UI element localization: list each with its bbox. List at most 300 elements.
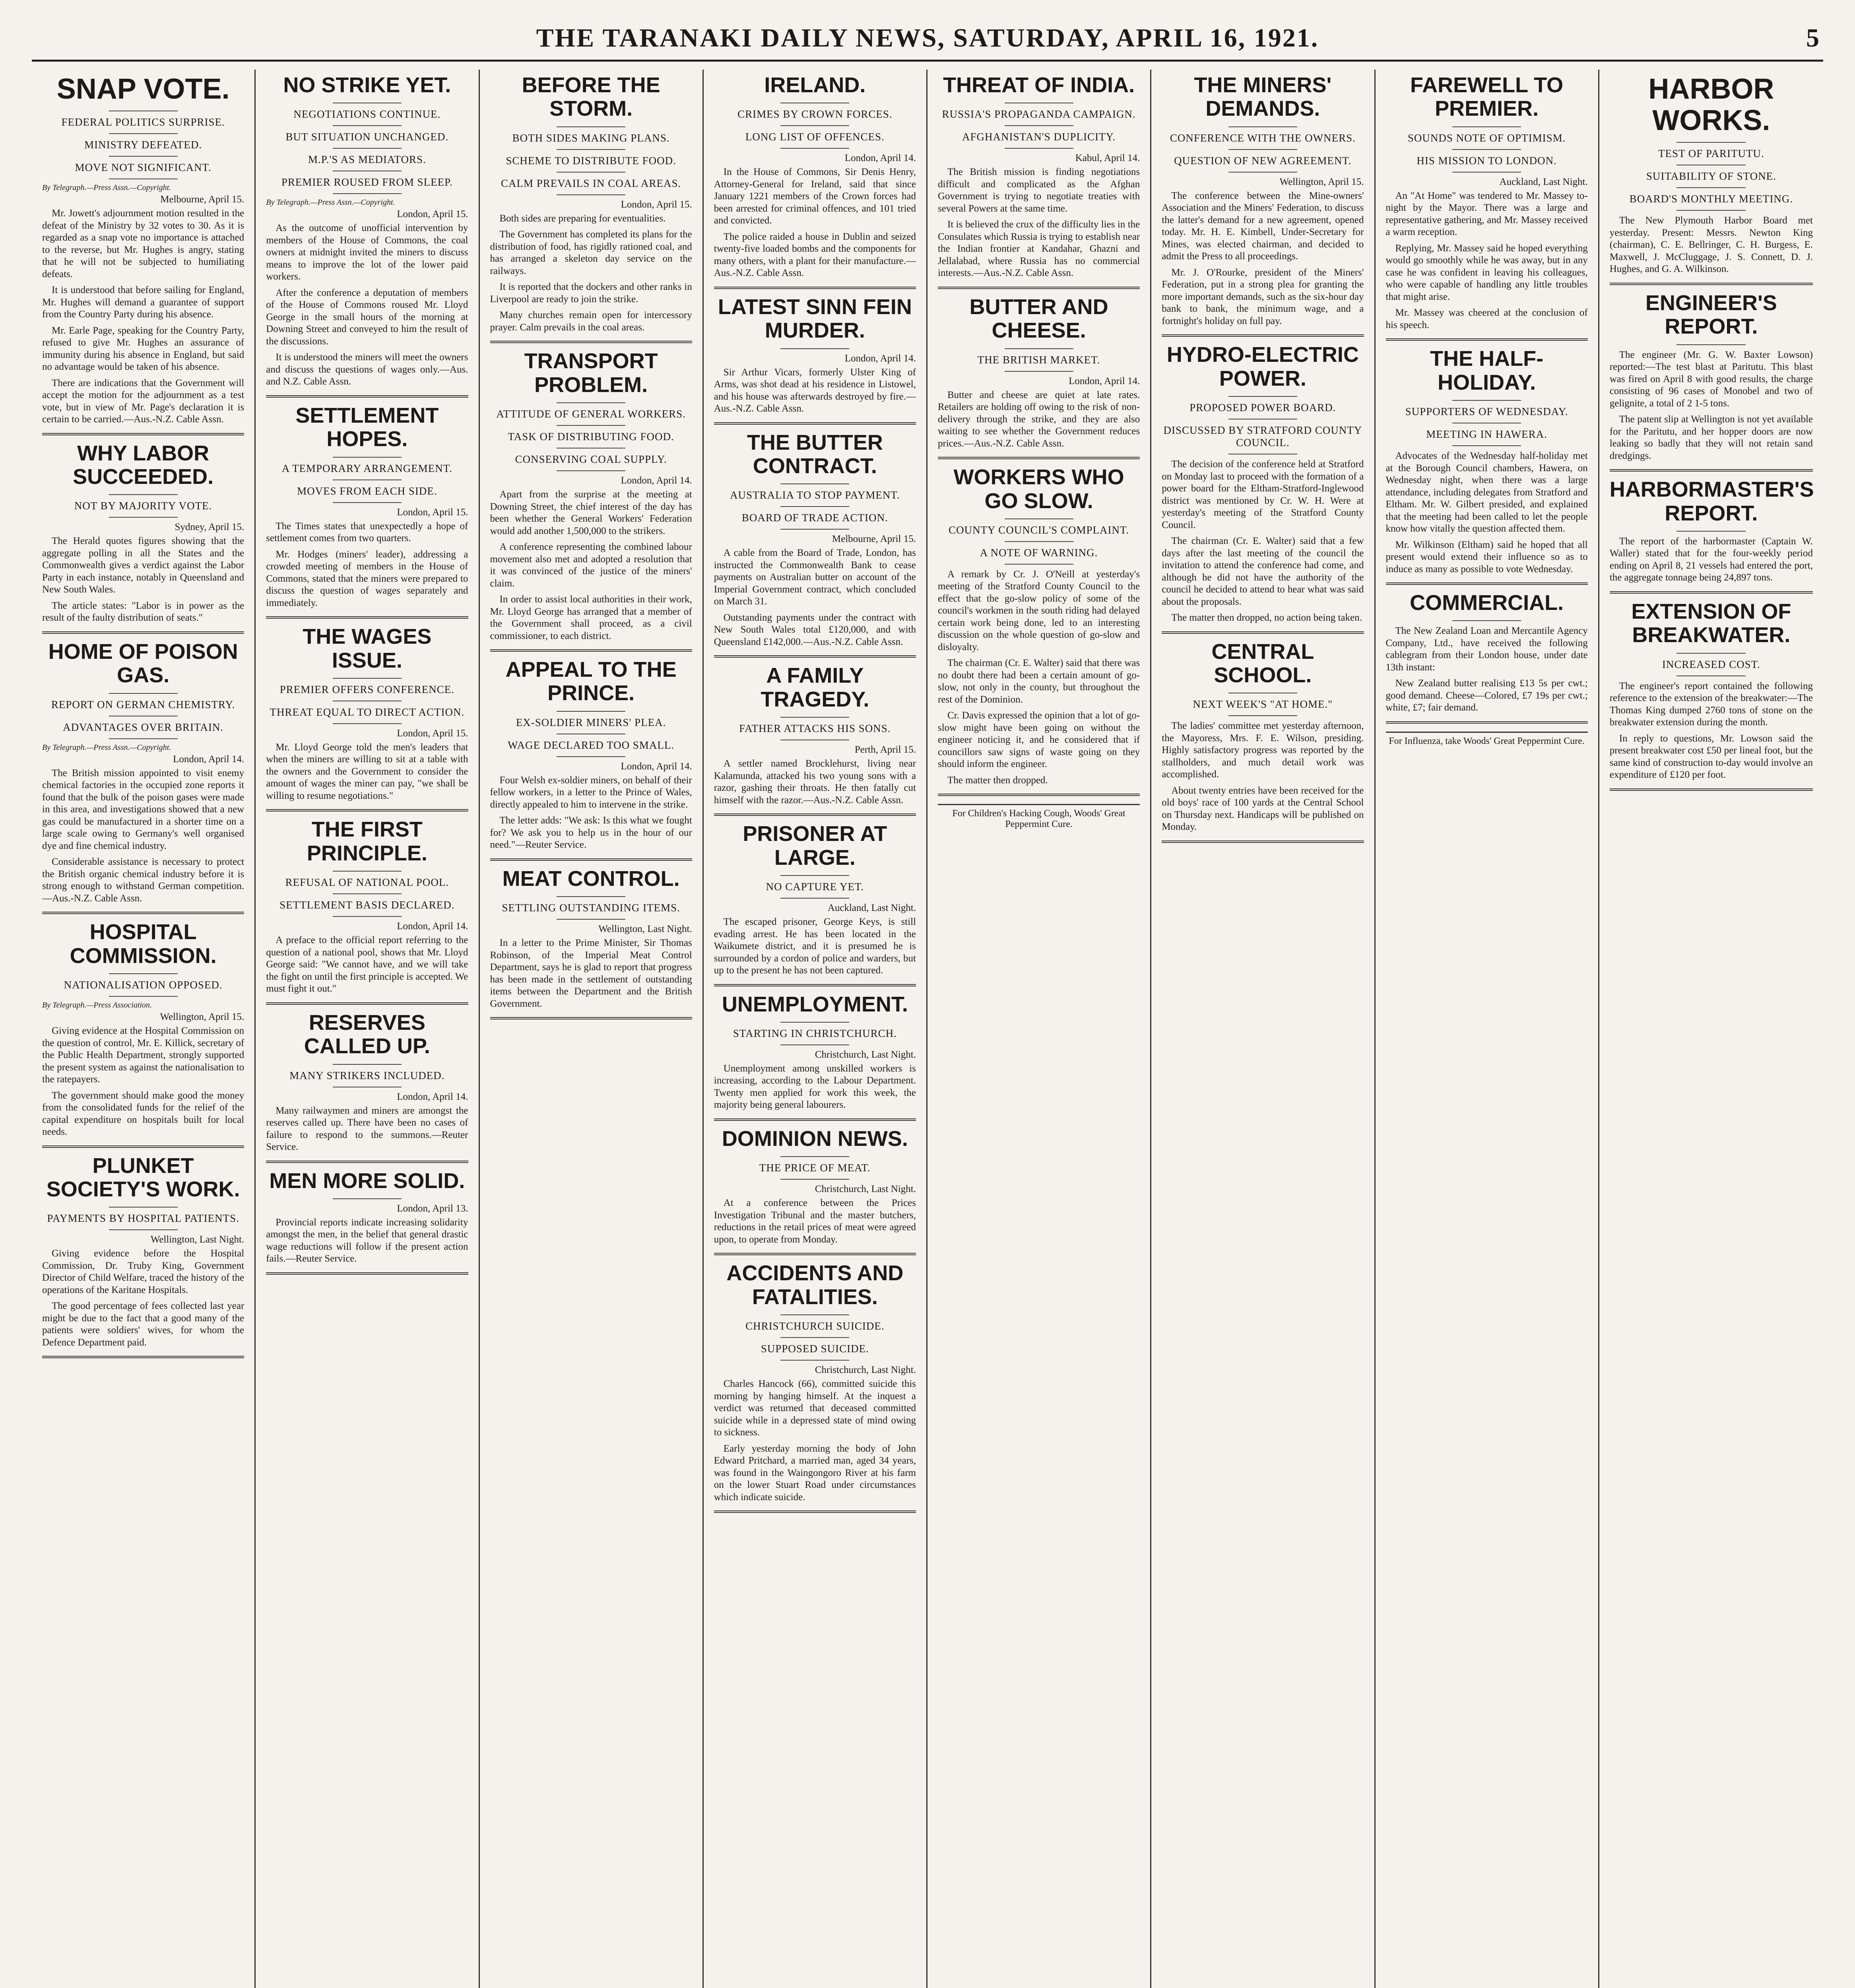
article-separator bbox=[1162, 631, 1364, 634]
news-article bbox=[42, 920, 244, 1138]
subheadline: TEST OF PARITUTU. bbox=[1658, 148, 1764, 160]
page-columns bbox=[32, 70, 1823, 1988]
subheadline: RUSSIA'S PROPAGANDA CAMPAIGN. bbox=[942, 108, 1136, 120]
article-paragraph: The patent slip at Wellington is not yet available for the Paritutu, and her hopper doors are now leaking so badly that they will not retain sand dredgings. bbox=[1609, 414, 1813, 461]
article-paragraph: Outstanding payments under the contract with New South Wales total £120,000, and with Queensland £142,000.—Aus.-N.Z. Cable Assn. bbox=[714, 612, 916, 647]
divider bbox=[1676, 653, 1746, 654]
article-paragraph: The British mission appointed to visit enemy chemical factories in the occupied zone reports it found that the bulk of the poison gases were made in this area, and investigations showed that a new gas could be manufactured in a shorter time on a large scale owing to Germany's well organised dye and fine chemical industry. bbox=[42, 767, 244, 851]
article-paragraph: Early yesterday morning the body of John Edward Pritchard, a married man, aged 34 years, was found in the Waingongoro River at his farm on the lower Stuart Road under circumstances which indicate suicide. bbox=[714, 1443, 916, 1503]
subheadline: REPORT ON GERMAN CHEMISTRY. bbox=[51, 698, 235, 711]
dateline: Melbourne, April 15. bbox=[160, 194, 244, 205]
headline: WORKERS WHO GO SLOW. bbox=[953, 465, 1124, 513]
headline: THREAT OF INDIA. bbox=[943, 73, 1135, 97]
article-paragraph: Four Welsh ex-soldier miners, on behalf of their fellow workers, in a letter to the Prince of Wales, directly appealed to him to intervene in the strike. bbox=[490, 775, 692, 810]
divider bbox=[780, 898, 849, 899]
divider bbox=[109, 1229, 178, 1230]
divider bbox=[557, 896, 625, 897]
headline: ENGINEER'S REPORT. bbox=[1645, 291, 1777, 339]
article-separator bbox=[266, 1161, 468, 1163]
column bbox=[32, 70, 256, 1988]
dateline: London, April 14. bbox=[621, 475, 692, 486]
article-paragraph: Butter and cheese are quiet at late rates. Retailers are holding off owing to the risk of non-delivery through the strike, and they are also waiting to see whether the Government reduces prices.—Aus.-N.Z. Cable Assn. bbox=[938, 389, 1140, 449]
article-paragraph: Mr. J. O'Rourke, president of the Miners' Federation, put in a strong plea for granting the more important demands, such as the six-hour day bank to bank, the minimum wage, and a fortnight's holiday on full pay. bbox=[1162, 267, 1364, 326]
article-paragraph: An "At Home" was tendered to Mr. Massey to-night by the Mayor. There was a large and representative gathering, and Mr. Massey received a warm reception. bbox=[1385, 190, 1588, 238]
divider bbox=[557, 172, 625, 173]
article-paragraph: After the conference a deputation of members of the House of Commons roused Mr. Lloyd George in the small hours of the morning at Downing Street and conveyed to him the result of the discussions. bbox=[266, 287, 468, 347]
divider bbox=[1676, 210, 1746, 211]
divider bbox=[780, 875, 849, 876]
divider bbox=[557, 149, 625, 150]
news-article bbox=[266, 625, 468, 802]
news-article bbox=[714, 1127, 916, 1246]
headline: IRELAND. bbox=[764, 73, 866, 97]
divider bbox=[780, 1360, 849, 1361]
subheadline: SUPPOSED SUICIDE. bbox=[761, 1343, 869, 1355]
article-separator bbox=[1386, 338, 1588, 341]
divider bbox=[333, 916, 402, 917]
dateline: Sydney, April 15. bbox=[175, 522, 244, 533]
column bbox=[704, 70, 928, 1988]
article-paragraph: A settler named Brocklehurst, living near Kalamunda, attacked his two young sons with a razor, gashing their throats. He then fatally cut himself with the razor.—Aus.-N.Z. Cable Assn. bbox=[714, 758, 916, 806]
dateline: London, April 15. bbox=[621, 199, 692, 210]
headline: HYDRO-ELECTRIC POWER. bbox=[1166, 343, 1359, 390]
news-article bbox=[714, 664, 916, 806]
headline: THE BUTTER CONTRACT. bbox=[747, 430, 883, 478]
dateline: Christchurch, Last Night. bbox=[815, 1184, 916, 1195]
article-paragraph: Mr. Hodges (miners' leader), addressing a crowded meeting of members in the House of Commons, stated that the miners were prepared to discuss the question of wages separately and immediately. bbox=[266, 549, 468, 608]
wire-credit: By Telegraph.—Press Assn.—Copyright. bbox=[266, 198, 395, 207]
divider bbox=[109, 517, 178, 518]
news-article bbox=[714, 993, 916, 1111]
subheadline: QUESTION OF NEW AGREEMENT. bbox=[1174, 154, 1352, 167]
article-separator bbox=[938, 287, 1140, 289]
news-article bbox=[490, 74, 692, 334]
article-paragraph: The letter adds: "We ask: Is this what we fought for? We ask you to help us in the hour of our need."—Reuter Service. bbox=[490, 815, 692, 850]
article-paragraph: New Zealand butter realising £13 5s per cwt.; good demand. Cheese—Colored, £7 19s per cwt.; white, £7; fair demand. bbox=[1385, 678, 1588, 713]
dateline: Auckland, Last Night. bbox=[1499, 176, 1588, 187]
subheadline: EX-SOLDIER MINERS' PLEA. bbox=[516, 716, 666, 728]
divider bbox=[1228, 715, 1297, 716]
news-article bbox=[490, 658, 692, 851]
article-paragraph: Mr. Lloyd George told the men's leaders that when the miners are willing to sit at a table with the owners and the Government to consider the amount of wages the miner can pay, "we shall be willing to resume negotiations." bbox=[266, 742, 468, 801]
article-paragraph: A remark by Cr. J. O'Neill at yesterday's meeting of the Stratford County Council to the effect that the go-slow policy of some of the council's workmen in the south riding had delayed certain work being done, led to an interesting discussion on the whole question of go-slow and disloyalty. bbox=[938, 569, 1140, 652]
divider bbox=[557, 919, 625, 920]
dateline: Wellington, Last Night. bbox=[150, 1234, 244, 1245]
divider bbox=[333, 502, 402, 503]
article-paragraph: The report of the harbormaster (Captain W. Waller) stated that for the four-weekly period ending on April 8, 21 vessels had entered the port, the aggregate tonnage being 24,897 tons. bbox=[1609, 536, 1813, 583]
dateline: Wellington, April 15. bbox=[160, 1011, 244, 1023]
article-paragraph: Apart from the surprise at the meeting at Downing Street, the chief interest of the day has been whether the General Workers' Federation would add another 1,500,000 to the strikers. bbox=[490, 489, 692, 536]
divider bbox=[780, 1022, 849, 1023]
divider bbox=[1005, 541, 1073, 542]
article-paragraph: Many churches remain open for intercessory prayer. Calm prevails in the coal areas. bbox=[490, 310, 692, 333]
article-separator bbox=[1610, 469, 1813, 472]
divider bbox=[557, 425, 625, 426]
divider bbox=[1452, 172, 1521, 173]
subheadline: SCHEME TO DISTRIBUTE FOOD. bbox=[506, 154, 676, 167]
divider bbox=[557, 711, 625, 712]
subheadline: STARTING IN CHRISTCHURCH. bbox=[733, 1027, 897, 1039]
divider bbox=[1005, 348, 1073, 349]
article-paragraph: The matter then dropped. bbox=[947, 775, 1048, 786]
divider bbox=[1228, 126, 1297, 127]
news-article bbox=[1610, 600, 1813, 781]
subheadline: PREMIER OFFERS CONFERENCE. bbox=[279, 683, 455, 695]
subheadline: PAYMENTS BY HOSPITAL PATIENTS. bbox=[47, 1212, 239, 1225]
dateline: Perth, April 15. bbox=[854, 744, 916, 755]
headline: PRISONER AT LARGE. bbox=[743, 822, 887, 870]
dateline: London, April 14. bbox=[397, 1091, 468, 1102]
subheadline: FATHER ATTACKS HIS SONS. bbox=[739, 722, 891, 735]
article-separator bbox=[714, 1510, 916, 1513]
article-paragraph: As the outcome of unofficial intervention by members of the House of Commons, the coal owners at midnight invited the miners to discuss means to improve the lot of the lower paid workers. bbox=[266, 223, 468, 282]
article-paragraph: Replying, Mr. Massey said he hoped everything would go smoothly while he was away, but in any case he was confident in leaving his colleagues, who were capable of handling any little troubles that might arise. bbox=[1385, 243, 1588, 302]
subheadline: BOARD OF TRADE ACTION. bbox=[741, 512, 888, 524]
divider bbox=[780, 125, 849, 126]
divider bbox=[780, 506, 849, 507]
news-article bbox=[714, 1262, 916, 1503]
subheadline: NATIONALISATION OPPOSED. bbox=[64, 979, 223, 991]
headline: RESERVES CALLED UP. bbox=[304, 1010, 430, 1058]
headline: HOME OF POISON GAS. bbox=[48, 639, 238, 687]
subheadline: THE PRICE OF MEAT. bbox=[759, 1162, 871, 1174]
headline: COMMERCIAL. bbox=[1410, 591, 1564, 615]
subheadline: WAGE DECLARED TOO SMALL. bbox=[508, 739, 675, 751]
article-separator bbox=[42, 433, 244, 435]
article-paragraph: In a letter to the Prime Minister, Sir Thomas Robinson, of the Imperial Meat Control Department, says he is glad to report that progress has been made in the settlement of outstanding items between the Department and the British Government. bbox=[490, 938, 692, 1009]
article-paragraph: Both sides are preparing for eventualities. bbox=[499, 213, 666, 224]
column bbox=[1376, 70, 1599, 1988]
advertisement: For Children's Hacking Cough, Woods' Great Peppermint Cure. bbox=[938, 804, 1140, 830]
divider bbox=[1452, 445, 1521, 446]
newspaper-title: THE TARANAKI DAILY NEWS, SATURDAY, APRIL 16, 1921. bbox=[536, 23, 1319, 52]
headline: SETTLEMENT HOPES. bbox=[295, 403, 439, 451]
article-paragraph: It is understood the miners will meet the owners and discuss the questions of wages only.—Aus. and N.Z. Cable Assn. bbox=[266, 352, 468, 387]
headline: APPEAL TO THE PRINCE. bbox=[505, 658, 677, 705]
headline: HOSPITAL COMMISSION. bbox=[70, 920, 217, 968]
article-separator bbox=[1162, 841, 1364, 843]
masthead bbox=[32, 16, 1823, 62]
article-paragraph: It is believed the crux of the difficulty lies in the Consulates which Russia is trying to establish near the Indian frontier at Kandahar, Ghazni and Jellalabad, where Russia has no commercial interests.—Aus.-N.Z. Cable Assn. bbox=[938, 219, 1140, 279]
dateline: Christchurch, Last Night. bbox=[815, 1365, 916, 1376]
subheadline: COUNTY COUNCIL'S COMPLAINT. bbox=[949, 524, 1129, 536]
article-separator bbox=[1610, 283, 1813, 285]
dateline: Kabul, April 14. bbox=[1075, 153, 1140, 164]
news-article bbox=[266, 74, 468, 388]
article-paragraph: Charles Hancock (66), committed suicide this morning by hanging himself. At the inquest a verdict was returned that deceased committed suicide while in a depressed state of mind owing to sickness. bbox=[714, 1378, 916, 1438]
article-paragraph: Mr. Wilkinson (Eltham) said he hoped that all present would extend their influence so as to induce as many as possible to vote Wednesday. bbox=[1385, 539, 1588, 575]
article-paragraph: The decision of the conference held at Stratford on Monday last to proceed with the formation of a power board for the Eltham-Stratford-Inglewood district was mentioned by Cr. W. H. Were at yesterday's meeting of the Stratford County Council. bbox=[1162, 459, 1364, 530]
divider bbox=[1228, 396, 1297, 397]
article-paragraph: Mr. Earle Page, speaking for the Country Party, refused to give Mr. Hughes an assurance of immunity during his absence in England, but said no advantage would be taken of his absence. bbox=[42, 325, 244, 373]
news-article bbox=[1610, 478, 1813, 584]
article-separator bbox=[42, 1356, 244, 1358]
article-paragraph: The engineer's report contained the following reference to the extension of the breakwater:—The Thomas King dumped 2760 tons of stone on the breakwater extension during the month. bbox=[1609, 680, 1813, 728]
subheadline: INCREASED COST. bbox=[1662, 658, 1760, 670]
column bbox=[256, 70, 479, 1988]
article-separator bbox=[490, 341, 692, 343]
article-paragraph: It is reported that the dockers and other ranks in Liverpool are ready to join the strike. bbox=[490, 282, 692, 305]
divider bbox=[780, 529, 849, 530]
article-paragraph: The article states: "Labor is in power as the result of the faulty distribution of seats." bbox=[42, 600, 244, 623]
article-paragraph: About twenty entries have been received for the old boys' race of 100 yards at the Central School on Thursday next. Handicaps will be published on Monday. bbox=[1162, 785, 1364, 833]
article-paragraph: Giving evidence at the Hospital Commission on the question of control, Mr. E. Killick, secretary of the Public Health Department, strongly supported the present system as against the nationalisation to the ratepayers. bbox=[42, 1025, 244, 1085]
divider bbox=[109, 1207, 178, 1208]
divider bbox=[333, 871, 402, 872]
news-article bbox=[42, 1154, 244, 1349]
headline: THE HALF-HOLIDAY. bbox=[1430, 347, 1544, 394]
article-paragraph: The matter then dropped, no action being taken. bbox=[1171, 612, 1362, 623]
dateline: Wellington, April 15. bbox=[1279, 176, 1364, 187]
divider bbox=[1005, 564, 1073, 565]
subheadline: BOARD'S MONTHLY MEETING. bbox=[1629, 193, 1793, 205]
divider bbox=[1005, 148, 1073, 149]
dateline: Melbourne, April 15. bbox=[832, 534, 916, 545]
news-article bbox=[1610, 74, 1813, 276]
subheadline: MANY STRIKERS INCLUDED. bbox=[289, 1069, 445, 1081]
article-separator bbox=[266, 395, 468, 398]
article-paragraph: A conference representing the combined labour movement also met and adopted a resolution that it was convinced of the justice of the miners' claim. bbox=[490, 542, 692, 589]
article-paragraph: Mr. Jowett's adjournment motion resulted in the defeat of the Ministry by 32 votes to 30. As it is regarded as a snap vote no importance is attached to the reverse, but Mr. Hughes is angry, stating that he will not be subjected to humiliating defeats. bbox=[42, 208, 244, 280]
divider bbox=[557, 194, 625, 195]
news-article bbox=[714, 295, 916, 415]
headline: NO STRIKE YET. bbox=[283, 73, 451, 97]
subheadline: NEGOTIATIONS CONTINUE. bbox=[293, 108, 441, 120]
article-paragraph: The chairman (Cr. E. Walter) said that there was no doubt there had been a certain amount of go-slow, not only in the county, but throughout the rest of the Dominion. bbox=[938, 658, 1140, 705]
article-separator bbox=[266, 809, 468, 812]
dateline: Christchurch, Last Night. bbox=[815, 1049, 916, 1060]
subheadline: NOT BY MAJORITY VOTE. bbox=[74, 500, 212, 512]
subheadline: LONG LIST OF OFFENCES. bbox=[745, 131, 885, 143]
news-article bbox=[490, 349, 692, 642]
article-separator bbox=[1610, 591, 1813, 594]
divider bbox=[1228, 149, 1297, 150]
article-separator bbox=[266, 1272, 468, 1275]
article-paragraph: Provincial reports indicate increasing solidarity amongst the men, in the belief that general drastic wage reductions will follow if the present action fails.—Reuter Service. bbox=[266, 1217, 468, 1264]
divider bbox=[780, 483, 849, 484]
subheadline: A NOTE OF WARNING. bbox=[980, 546, 1098, 559]
subheadline: MOVES FROM EACH SIDE. bbox=[297, 485, 437, 497]
divider bbox=[109, 494, 178, 495]
headline: THE FIRST PRINCIPLE. bbox=[307, 817, 427, 865]
subheadline: CRIMES BY CROWN FORCES. bbox=[737, 108, 893, 120]
subheadline: CHRISTCHURCH SUICIDE. bbox=[745, 1320, 885, 1332]
news-article bbox=[42, 442, 244, 624]
divider bbox=[109, 973, 178, 974]
dateline: London, April 15. bbox=[397, 507, 468, 518]
column bbox=[1599, 70, 1823, 1988]
dateline: London, April 15. bbox=[397, 728, 468, 739]
headline: TRANSPORT PROBLEM. bbox=[524, 349, 658, 397]
article-separator bbox=[490, 858, 692, 861]
headline: SNAP VOTE. bbox=[56, 73, 230, 105]
divider bbox=[109, 738, 178, 739]
article-separator bbox=[714, 984, 916, 986]
article-separator bbox=[714, 287, 916, 289]
news-article bbox=[938, 295, 1140, 450]
article-paragraph: It is understood that before sailing for England, Mr. Hughes will demand a guarantee of support from the Country Party during his absence. bbox=[42, 285, 244, 320]
headline: THE MINERS' DEMANDS. bbox=[1194, 73, 1332, 121]
article-paragraph: The Government has completed its plans for the distribution of food, has rigidly rationed coal, and has arranged a skeleton day service on the railways. bbox=[490, 229, 692, 276]
dateline: Wellington, Last Night. bbox=[598, 924, 692, 935]
wire-credit: By Telegraph.—Press Assn.—Copyright. bbox=[42, 183, 171, 192]
headline: PLUNKET SOCIETY'S WORK. bbox=[46, 1153, 240, 1201]
divider bbox=[1005, 125, 1073, 126]
article-paragraph: At a conference between the Prices Investigation Tribunal and the master butchers, reductions in the retail prices of meat were agreed upon, to operate from Monday. bbox=[714, 1198, 916, 1245]
dateline: London, April 13. bbox=[397, 1203, 468, 1214]
headline: EXTENSION OF BREAKWATER. bbox=[1631, 599, 1791, 647]
article-paragraph: The government should make good the money from the consolidated funds for the relief of the capital expenditure on hospitals built for local needs. bbox=[42, 1090, 244, 1138]
divider bbox=[780, 1314, 849, 1315]
article-paragraph: The escaped prisoner, George Keys, is still evading arrest. He has been located in the Waikumete district, and it is presumed he is surrounded by a cordon of police and warders, but up to the present he has not been captured. bbox=[714, 916, 916, 976]
subheadline: SUITABILITY OF STONE. bbox=[1646, 170, 1776, 182]
news-article bbox=[266, 818, 468, 995]
article-separator bbox=[1162, 334, 1364, 337]
article-paragraph: There are indications that the Government will accept the motion for the adjournment as a test vote, but in view of Mr. Page's declaration it is certain to be carried.—Aus.-N.Z. Cable Assn. bbox=[42, 377, 244, 425]
headline: BUTTER AND CHEESE. bbox=[969, 295, 1108, 343]
dateline: London, April 14. bbox=[844, 353, 916, 364]
subheadline: NEXT WEEK'S "AT HOME." bbox=[1193, 698, 1333, 711]
subheadline: THE BRITISH MARKET. bbox=[977, 353, 1100, 366]
divider bbox=[1452, 126, 1521, 127]
article-paragraph: Sir Arthur Vicars, formerly Ulster King of Arms, was shot dead at his residence in Listowel, and his house was afterwards destroyed by fire.—Aus.-N.Z. Cable Assn. bbox=[714, 367, 916, 414]
headline: DOMINION NEWS. bbox=[722, 1126, 908, 1151]
subheadline: ADVANTAGES OVER BRITAIN. bbox=[63, 721, 224, 733]
subheadline: M.P.'S AS MEDIATORS. bbox=[308, 153, 426, 166]
article-paragraph: Many railwaymen and miners are amongst the reserves called up. There have been no cases of failure to respond to the summons.—Reuter Service. bbox=[266, 1105, 468, 1153]
article-separator bbox=[490, 649, 692, 652]
article-paragraph: In the House of Commons, Sir Denis Henry, Attorney-General for Ireland, said that since January 1221 members of the Crown forces had been arrested for criminal offences, and 101 tried and convicted. bbox=[714, 167, 916, 226]
news-article bbox=[714, 431, 916, 648]
article-separator bbox=[938, 457, 1140, 459]
article-separator bbox=[1610, 788, 1813, 791]
subheadline: MEETING IN HAWERA. bbox=[1426, 428, 1547, 441]
column bbox=[928, 70, 1151, 1988]
divider bbox=[333, 148, 402, 149]
news-article bbox=[42, 640, 244, 905]
article-separator bbox=[714, 422, 916, 425]
subheadline: MINISTRY DEFEATED. bbox=[84, 139, 202, 151]
news-article bbox=[938, 74, 1140, 280]
article-paragraph: In reply to questions, Mr. Lowson said the present breakwater cost £50 per lineal foot, but the same kind of construction to-day would involve an expenditure of £120 per foot. bbox=[1609, 733, 1813, 780]
divider bbox=[1676, 142, 1746, 143]
subheadline: FEDERAL POLITICS SURPRISE. bbox=[61, 116, 225, 128]
article-paragraph: In order to assist local authorities in their work, Mr. Lloyd George has arranged that a member of the Government shall proceed, as a civil commissioner, to each district. bbox=[490, 594, 692, 641]
article-paragraph: The good percentage of fees collected last year might be due to the fact that a good many of the patients were soldiers' wives, for whom the Defence Department paid. bbox=[42, 1301, 244, 1348]
divider bbox=[109, 156, 178, 157]
divider bbox=[1452, 149, 1521, 150]
headline: LATEST SINN FEIN MURDER. bbox=[718, 295, 912, 343]
article-separator bbox=[266, 616, 468, 619]
dateline: London, April 14. bbox=[173, 753, 244, 765]
news-article bbox=[1386, 347, 1588, 575]
dateline: London, April 14. bbox=[397, 921, 468, 932]
article-separator bbox=[714, 1253, 916, 1255]
article-paragraph: The New Plymouth Harbor Board met yesterday. Present: Messrs. Newton King (chairman), C. E. Bellringer, C. H. Burgess, E. Maxwell, J. McCluggage, J. S. Connett, D. J. Hughes, and G. A. Wilkinson. bbox=[1609, 215, 1813, 275]
article-separator bbox=[714, 1118, 916, 1121]
article-paragraph: The engineer (Mr. G. W. Baxter Lowson) reported:—The test blast at Paritutu. This blast was fired on April 8 with good results, the charge consisting of 96 cases of Monobel and two of gelignite, a total of 2 1-5 tons. bbox=[1609, 349, 1813, 409]
wire-credit: By Telegraph.—Press Association. bbox=[42, 1001, 152, 1010]
divider bbox=[557, 402, 625, 403]
dateline: London, April 14. bbox=[621, 761, 692, 772]
article-paragraph: A preface to the official report referring to the question of a national pool, shows that Mr. Lloyd George said: "We cannot have, and we will take the fight on until the first principle is accepted. We must fight it out." bbox=[266, 935, 468, 994]
news-article bbox=[714, 74, 916, 280]
column bbox=[480, 70, 704, 1988]
news-article bbox=[1162, 74, 1364, 327]
divider bbox=[1005, 371, 1073, 372]
divider bbox=[1676, 187, 1746, 188]
divider bbox=[557, 126, 625, 127]
divider bbox=[333, 893, 402, 894]
subheadline: ATTITUDE OF GENERAL WORKERS. bbox=[496, 408, 686, 420]
divider bbox=[333, 1064, 402, 1065]
subheadline: TASK OF DISTRIBUTING FOOD. bbox=[508, 431, 674, 443]
news-article bbox=[938, 466, 1140, 786]
divider bbox=[333, 723, 402, 724]
subheadline: BOTH SIDES MAKING PLANS. bbox=[512, 132, 670, 144]
article-paragraph: The conference between the Mine-owners' Association and the Miners' Federation, to discuss the latter's demand for a new agreement, opened today. Mr. H. E. Kimbell, Under-Secretary for Mines, was elected chairman, and decided to admit the Press to all proceedings. bbox=[1162, 190, 1364, 262]
divider bbox=[333, 678, 402, 679]
divider bbox=[333, 457, 402, 458]
news-article bbox=[490, 867, 692, 1010]
subheadline: SUPPORTERS OF WEDNESDAY. bbox=[1405, 406, 1568, 418]
wire-credit: By Telegraph.—Press Assn.—Copyright. bbox=[42, 743, 171, 752]
subheadline: A TEMPORARY ARRANGEMENT. bbox=[281, 462, 453, 474]
article-separator bbox=[42, 912, 244, 914]
article-separator bbox=[1386, 582, 1588, 585]
headline: WHY LABOR SUCCEEDED. bbox=[73, 441, 214, 489]
divider bbox=[333, 193, 402, 194]
subheadline: REFUSAL OF NATIONAL POOL. bbox=[285, 876, 449, 889]
divider bbox=[333, 125, 402, 126]
dateline: London, April 14. bbox=[1069, 375, 1140, 386]
article-paragraph: Giving evidence before the Hospital Commission, Dr. Truby King, Government Director of Child Welfare, traced the history of the operations of the Karitane Hospitals. bbox=[42, 1248, 244, 1295]
subheadline: CONFERENCE WITH THE OWNERS. bbox=[1170, 132, 1356, 144]
article-paragraph: Advocates of the Wednesday half-holiday met at the Borough Council chambers, Hawera, on Wednesday night, when there was a large attendance, including delegates from Stratford and Eltham. Mr. W. Gilbert presided, and explained that the meeting had been called to let the people know how vitally the question affected them. bbox=[1385, 450, 1588, 534]
article-separator bbox=[714, 655, 916, 658]
article-separator bbox=[714, 813, 916, 816]
subheadline: AUSTRALIA TO STOP PAYMENT. bbox=[730, 489, 900, 501]
article-separator bbox=[938, 794, 1140, 796]
headline: HARBORMASTER'S REPORT. bbox=[1609, 478, 1814, 525]
page-number: 5 bbox=[1806, 23, 1819, 52]
advertisement: For Influenza, take Woods' Great Peppermint Cure. bbox=[1386, 732, 1588, 747]
article-paragraph: Mr. Massey was cheered at the conclusion of his speech. bbox=[1385, 307, 1588, 330]
subheadline: BUT SITUATION UNCHANGED. bbox=[285, 131, 449, 143]
headline: HARBOR WORKS. bbox=[1648, 73, 1774, 137]
article-separator bbox=[42, 1145, 244, 1148]
headline: FAREWELL TO PREMIER. bbox=[1410, 73, 1564, 121]
news-article bbox=[42, 74, 244, 426]
subheadline: DISCUSSED BY STRATFORD COUNTY COUNCIL. bbox=[1163, 424, 1362, 449]
subheadline: SETTLING OUTSTANDING ITEMS. bbox=[502, 902, 680, 914]
subheadline: MOVE NOT SIGNIFICANT. bbox=[75, 161, 212, 174]
subheadline: CALM PREVAILS IN COAL AREAS. bbox=[501, 177, 681, 189]
divider bbox=[1452, 620, 1521, 621]
divider bbox=[780, 717, 849, 718]
subheadline: THREAT EQUAL TO DIRECT ACTION. bbox=[270, 706, 465, 718]
article-paragraph: The Times states that unexpectedly a hope of settlement comes from two quarters. bbox=[266, 520, 468, 544]
divider bbox=[109, 693, 178, 694]
subheadline: CONSERVING COAL SUPPLY. bbox=[515, 453, 667, 466]
news-article bbox=[1610, 291, 1813, 462]
headline: BEFORE THE STORM. bbox=[522, 73, 660, 121]
divider bbox=[1452, 400, 1521, 401]
dateline: London, April 15. bbox=[397, 209, 468, 220]
divider bbox=[333, 1198, 402, 1199]
subheadline: SOUNDS NOTE OF OPTIMISM. bbox=[1407, 132, 1566, 144]
news-article bbox=[714, 822, 916, 977]
